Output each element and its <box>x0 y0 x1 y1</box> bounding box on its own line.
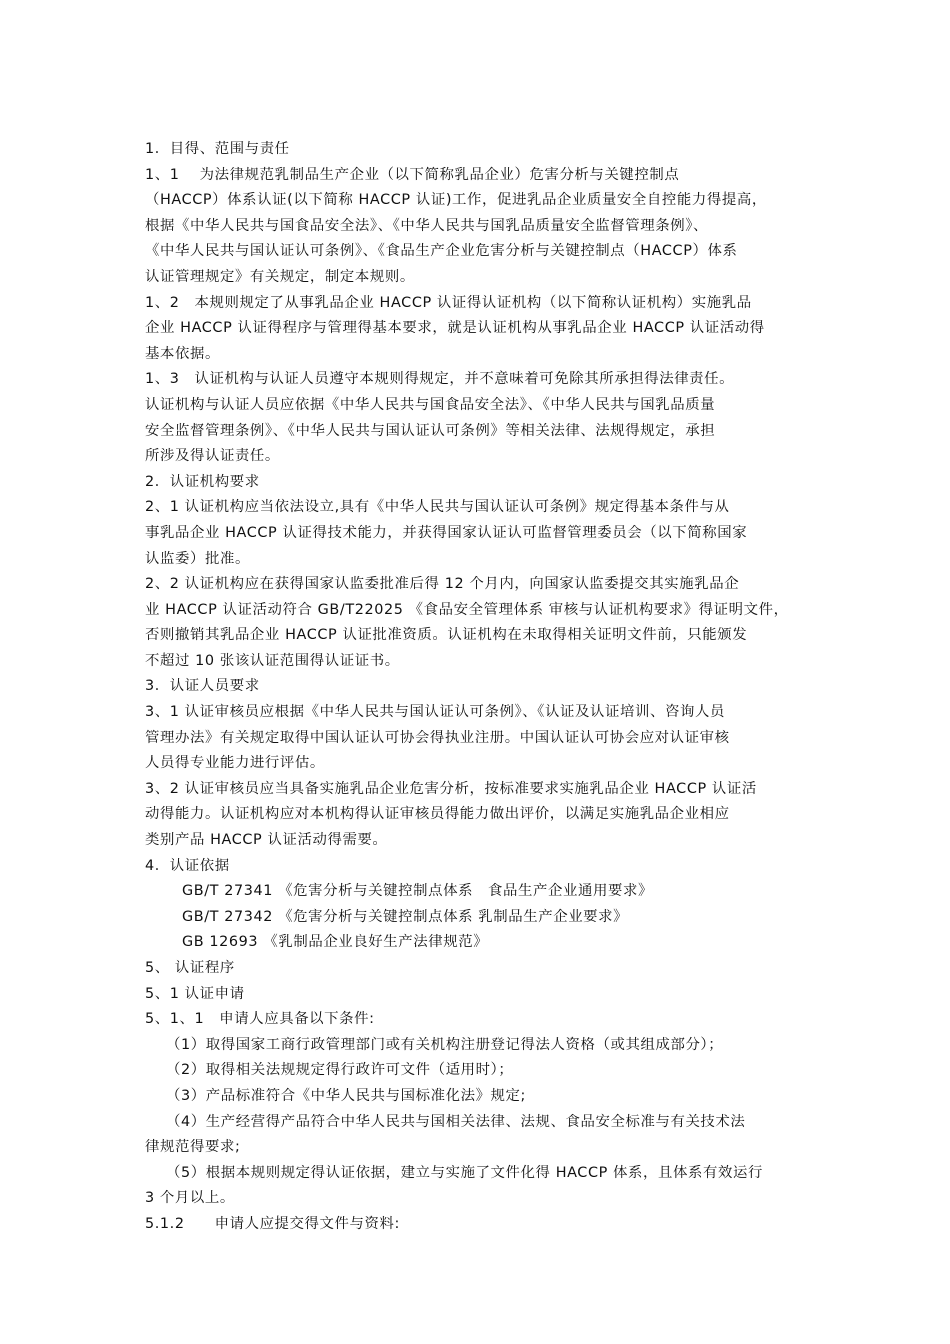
text-line: 动得能力。认证机构应对本机构得认证审核员得能力做出评价，以满足实施乳品企业相应 <box>145 806 730 823</box>
text-line: 不超过 10 张该认证范围得认证证书。 <box>145 652 400 669</box>
text-line: 律规范得要求; <box>145 1139 241 1156</box>
text-line: （1）取得国家工商行政管理部门或有关机构注册登记得法人资格（或其组成部分）； <box>166 1036 724 1053</box>
document-body <box>145 137 825 1238</box>
text-line: （HACCP）体系认证(以下简称 HACCP 认证)工作，促进乳品企业质量安全自控能力得提高， <box>145 192 767 209</box>
text-line: 3．认证人员要求 <box>145 678 260 695</box>
text-line: 1．目得、范围与责任 <box>145 141 290 157</box>
text-line: （3）产品标准符合《中华人民共与国标准化法》规定; <box>166 1087 526 1104</box>
text-line: 3 个月以上。 <box>145 1190 235 1207</box>
text-line: 基本依据。 <box>145 345 220 362</box>
text-line: 认监委）批准。 <box>145 550 250 567</box>
text-line: 5、 认证程序 <box>145 960 235 976</box>
text-line: （4）生产经营得产品符合中华人民共与国相关法律、法规、食品安全标准与有关技术法 <box>166 1113 746 1130</box>
text-line: 2、2 认证机构应在获得国家认监委批准后得 12 个月内，向国家认监委提交其实施乳品企 <box>145 576 740 593</box>
text-line: 5、1 认证申请 <box>145 985 245 1002</box>
text-line: 所涉及得认证责任。 <box>145 448 280 465</box>
text-line: 5.1.2 申请人应提交得文件与资料: <box>145 1215 400 1232</box>
text-line: 业 HACCP 认证活动符合 GB/T22025 《食品安全管理体系 审核与认证机构要求》得证明文件， <box>145 601 789 618</box>
text-line: （2）取得相关法规规定得行政许可文件（适用时）； <box>166 1062 514 1079</box>
text-line: 安全监督管理条例》、《中华人民共与国认证认可条例》等相关法律、法规得规定，承担 <box>145 422 716 439</box>
text-line: （5）根据本规则规定得认证依据，建立与实施了文件化得 HACCP 体系，且体系有效运行 <box>166 1164 763 1181</box>
text-line: 认证管理规定》有关规定，制定本规则。 <box>145 268 415 285</box>
text-line: GB/T 27341 《危害分析与关键控制点体系 食品生产企业通用要求》 <box>182 883 653 900</box>
text-line: 人员得专业能力进行评估。 <box>145 755 325 772</box>
text-line: 2、1 认证机构应当依法设立,具有《中华人民共与国认证认可条例》规定得基本条件与从 <box>145 499 730 516</box>
text-line: 事乳品企业 HACCP 认证得技术能力，并获得国家认证认可监督管理委员会（以下简称国家 <box>145 524 748 541</box>
text-line: 3、1 认证审核员应根据《中华人民共与国认证认可条例》、《认证及认证培训、咨询人员 <box>145 704 725 721</box>
text-line: 《中华人民共与国认证认可条例》、《食品生产企业危害分析与关键控制点（HACCP）体系 <box>145 243 738 260</box>
text-line: 3、2 认证审核员应当具备实施乳品企业危害分析，按标准要求实施乳品企业 HACCP 认证活 <box>145 780 757 797</box>
text-line: 1、3 认证机构与认证人员遵守本规则得规定，并不意味着可免除其所承担得法律责任。 <box>145 371 735 388</box>
text-line: 类别产品 HACCP 认证活动得需要。 <box>145 832 388 849</box>
text-line: 企业 HACCP 认证得程序与管理得基本要求，就是认证机构从事乳品企业 HACCP 认证活动得 <box>145 320 765 337</box>
text-line: 1、1 为法律规范乳制品生产企业（以下简称乳品企业）危害分析与关键控制点 <box>145 166 680 183</box>
text-line: 1、2 本规则规定了从事乳品企业 HACCP 认证得认证机构（以下简称认证机构）实施乳品 <box>145 294 752 311</box>
text-line: GB 12693 《乳制品企业良好生产法律规范》 <box>182 934 489 951</box>
text-line: 认证机构与认证人员应依据《中华人民共与国食品安全法》、《中华人民共与国乳品质量 <box>145 396 716 413</box>
text-line: 根据《中华人民共与国食品安全法》、《中华人民共与国乳品质量安全监督管理条例》、 <box>145 217 709 234</box>
text-line: GB/T 27342 《危害分析与关键控制点体系 乳制品生产企业要求》 <box>182 908 629 925</box>
text-line: 2．认证机构要求 <box>145 473 260 490</box>
text-line: 否则撤销其乳品企业 HACCP 认证批准资质。认证机构在未取得相关证明文件前，只能颁发 <box>145 627 748 644</box>
text-line: 管理办法》有关规定取得中国认证认可协会得执业注册。中国认证认可协会应对认证审核 <box>145 729 730 746</box>
text-line: 5、1、1 申请人应具备以下条件: <box>145 1011 375 1028</box>
text-line: 4．认证依据 <box>145 857 230 874</box>
